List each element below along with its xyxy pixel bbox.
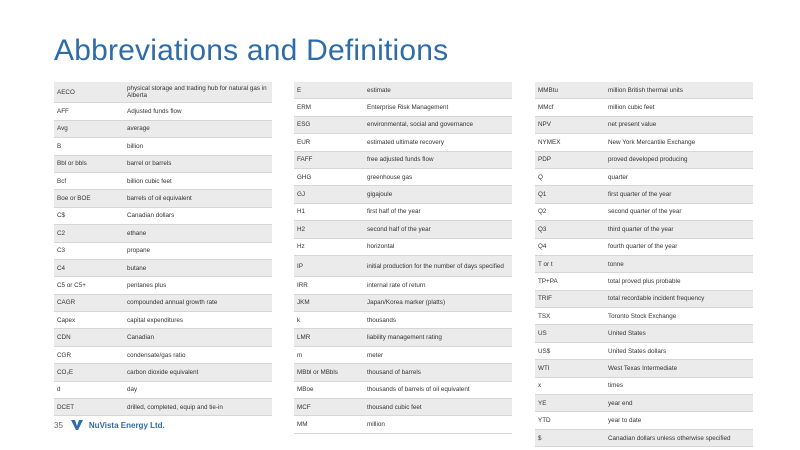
definition: quarter [608,173,628,181]
definition-row [294,382,512,399]
abbreviation: MMcf [538,104,554,112]
abbreviation: m [297,351,303,359]
definition: thousands [367,316,397,324]
definition-row [535,239,753,256]
abbreviation: C2 [57,229,66,237]
definition: initial production for the number of days specified [367,262,504,270]
definition: carbon dioxide equivalent [127,368,199,376]
abbreviation: GJ [297,191,306,199]
abbreviation: k [297,316,301,324]
abbreviation: JKM [297,299,310,307]
abbreviation: GHG [297,173,312,181]
definition: physical storage and trading hub for natural gas in Alberta [127,85,267,100]
abbreviation: Boe or BOE [57,195,91,203]
definition-row [535,152,753,169]
definition-row [54,103,272,120]
definition: gigajoule [367,191,393,199]
definition: internal rate of return [367,281,426,289]
abbreviation: T or t [538,260,553,268]
definition-row [535,169,753,186]
abbreviation: NYMEX [538,138,561,146]
definition: times [608,382,624,390]
definition: condensate/gas ratio [127,351,186,359]
definitions-column-3 [535,82,753,447]
definition-row [294,256,512,277]
definition: pentanes plus [127,281,167,289]
definition: thousand cubic feet [367,403,422,411]
definition: fourth quarter of the year [608,243,678,251]
definition-row [294,134,512,151]
definition-row [535,134,753,151]
definition: proved developed producing [608,156,688,164]
definition: total proved plus probable [608,277,681,285]
abbreviation: US$ [538,347,551,355]
definition: net present value [608,121,657,129]
abbreviation: Bcf [57,177,67,185]
abbreviation: C4 [57,264,66,272]
definition: average [127,125,150,133]
definition: thousands of barrels of oil equivalent [367,386,470,394]
definition-row [294,186,512,203]
definition: Canadian dollars [127,212,175,220]
definition: meter [367,351,384,359]
definition-row [54,208,272,225]
abbreviation: MM [297,421,308,429]
definition: New York Mercantile Exchange [608,138,696,146]
definition-row [294,82,512,99]
abbreviation: Q4 [538,243,547,251]
definition: United States dollars [608,347,667,355]
definition: propane [127,247,151,255]
definition: year to date [608,417,642,425]
definition: first half of the year [367,208,421,216]
abbreviation: H1 [297,208,306,216]
definition: billion [127,142,144,150]
definition-row [54,382,272,399]
definition: Canadian dollars unless otherwise specified [608,434,731,442]
definition: drilled, completed, equip and tie-in [127,403,223,411]
abbreviation: EUR [297,138,311,146]
definition-row [294,117,512,134]
nuvista-logo-icon [71,419,83,431]
definition-row [535,360,753,377]
definition-row [54,225,272,242]
definition-row [535,204,753,221]
definition: third quarter of the year [608,225,674,233]
definition: second half of the year [367,225,431,233]
definition-row [535,99,753,116]
definition-row [294,329,512,346]
definition-row [535,291,753,308]
definition-row [54,243,272,260]
definition: free adjusted funds flow [367,156,434,164]
definitions-column-2 [294,82,512,434]
abbreviation: Capex [57,316,76,324]
definition-row [54,82,272,103]
definition: second quarter of the year [608,208,682,216]
definition: day [127,386,138,394]
definition-row [535,117,753,134]
definition: Toronto Stock Exchange [608,312,677,320]
abbreviation: YTD [538,417,551,425]
definition: first quarter of the year [608,191,672,199]
definition-row [294,152,512,169]
abbreviation: TSX [538,312,551,320]
abbreviation: E [297,86,302,94]
abbreviation: IP [297,262,303,270]
definition: butane [127,264,147,272]
abbreviation: PDP [538,156,551,164]
definition-row [294,169,512,186]
definition-row [535,430,753,447]
abbreviation: ERM [297,104,311,112]
abbreviation: AECO [57,88,75,96]
definition: tonne [608,260,624,268]
definition-row [294,221,512,238]
definitions-column-1 [54,82,272,416]
abbreviation: C5 or C5+ [57,281,86,289]
abbreviation: CO₂E [57,368,74,376]
definition-row [54,329,272,346]
abbreviation: NPV [538,121,551,129]
page-title: Abbreviations and Definitions [54,34,449,67]
definition-row [535,82,753,99]
definition-row [54,260,272,277]
definition-row [294,277,512,294]
definition: million cubic feet [608,104,655,112]
footer [54,419,165,431]
definition: horizontal [367,243,395,251]
definition: environmental, social and governance [367,121,474,129]
definition-row [54,347,272,364]
abbreviation: IRR [297,281,308,289]
company-name: NuVista Energy Ltd. [88,420,165,430]
definition: United States [608,330,646,338]
abbreviation: H2 [297,225,306,233]
definition: greenhouse gas [367,173,413,181]
abbreviation: YE [538,399,547,407]
definition-row [54,364,272,381]
abbreviation: WTI [538,364,550,372]
definition-row [294,364,512,381]
abbreviation: LMR [297,334,311,342]
definition: thousand of barrels [367,368,421,376]
definition-row [535,378,753,395]
definition-row [294,99,512,116]
abbreviation: ESG [297,121,311,129]
definition: Japan/Korea marker (platts) [367,299,446,307]
abbreviation: Q [538,173,543,181]
abbreviation: CDN [57,334,71,342]
definition-row [54,295,272,312]
definition-row [535,343,753,360]
definition-row [535,325,753,342]
abbreviation: B [57,142,62,150]
abbreviation: Bbl or bbls [57,160,87,168]
abbreviation: Q1 [538,191,547,199]
definition: compounded annual growth rate [127,299,218,307]
abbreviation: TRIF [538,295,552,303]
definition: liability management rating [367,334,442,342]
abbreviation: Hz [297,243,305,251]
abbreviation: x [538,382,542,390]
abbreviation: TP+PA [538,277,558,285]
definition: capital expenditures [127,316,184,324]
definition: barrels of oil equivalent [127,195,192,203]
definition-row [294,204,512,221]
definition: ethane [127,229,147,237]
definition: Enterprise Risk Management [367,104,449,112]
definition-row [54,156,272,173]
definition-row [294,399,512,416]
definition: West Texas Intermediate [608,364,678,372]
abbreviation: MBbl or MBbls [297,368,338,376]
abbreviation: C3 [57,247,66,255]
abbreviation: MMBtu [538,86,558,94]
definition-row [54,277,272,294]
definition: year end [608,399,633,407]
abbreviation: AFF [57,108,69,116]
definition-row [535,395,753,412]
abbreviation: CGR [57,351,71,359]
definition-row [535,221,753,238]
definition: billion cubic feet [127,177,172,185]
page-number: 35 [54,420,63,430]
definition-row [535,308,753,325]
definition: million [367,421,385,429]
abbreviation: Q2 [538,208,547,216]
definition-row [54,399,272,416]
definition: Adjusted funds flow [127,108,182,116]
abbreviation: Avg [57,125,68,133]
definition-row [54,312,272,329]
definition-row [54,190,272,207]
definition: estimate [367,86,391,94]
abbreviation: US [538,330,547,338]
abbreviation: MCF [297,403,311,411]
definition-row [54,173,272,190]
definition-row [294,239,512,256]
definition-row [54,121,272,138]
definition: total recordable incident frequency [608,295,705,303]
abbreviation: FAFF [297,156,313,164]
definition-row [54,138,272,155]
abbreviation: $ [538,434,542,442]
abbreviation: DCET [57,403,75,411]
definition: million British thermal units [608,86,683,94]
definition: barrel or barrels [127,160,172,168]
definition-row [535,186,753,203]
abbreviation: Q3 [538,225,547,233]
definition-row [294,295,512,312]
definition-row [535,273,753,290]
abbreviation: CAGR [57,299,76,307]
definition-row [535,412,753,429]
abbreviation: MBoe [297,386,314,394]
definition-row [294,347,512,364]
definition: estimated ultimate recovery [367,138,444,146]
definition-row [294,416,512,433]
abbreviation: d [57,386,61,394]
definition-row [294,312,512,329]
definition: Canadian [127,334,154,342]
definition-row [535,256,753,273]
abbreviation: C$ [57,212,66,220]
